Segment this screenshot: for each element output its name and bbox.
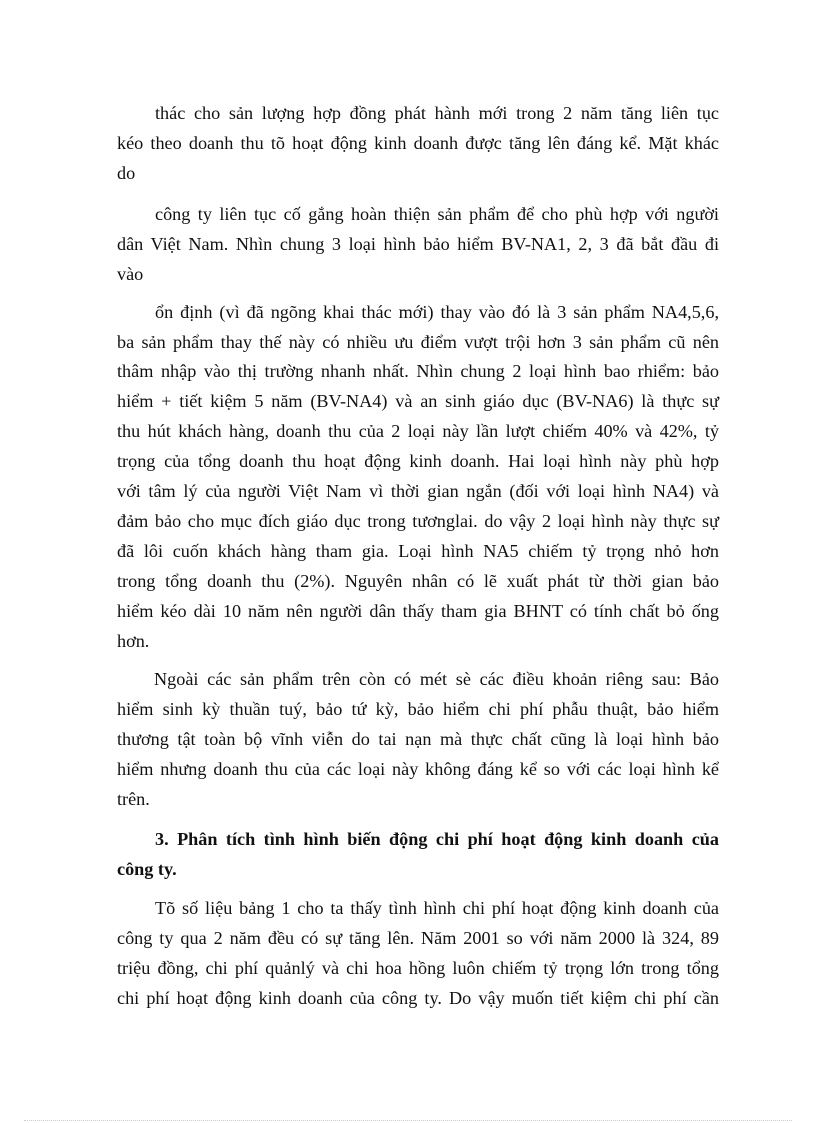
final-paragraph-line-2: công ty qua 2 năm đều có sự tăng lên. Năm 2001 so với năm 2000 là 324, 89 <box>117 928 719 948</box>
paragraph-4-line-1: Ngoài các sản phẩm trên còn có mét sè các điều khoản riêng sau: Bảo <box>154 669 719 689</box>
paragraph-3-line-9: đã lôi cuốn khách hàng tham gia. Loại hình NA5 chiếm tỷ trọng nhỏ hơn <box>117 541 719 561</box>
paragraph-3-line-1: ổn định (vì đã ngõng khai thác mới) thay vào đó là 3 sản phẩm NA4,5,6, <box>155 302 719 322</box>
paragraph-1-line-3: do <box>117 163 136 183</box>
final-paragraph-line-4: chi phí hoạt động kinh doanh của công ty. Do vậy muốn tiết kiệm chi phí cần <box>117 988 719 1008</box>
paragraph-3-line-12: hơn. <box>117 631 150 651</box>
paragraph-4-line-3: thương tật toàn bộ vĩnh viễn do tai nạn mà thực chất cũng là loại hình bảo <box>117 729 719 749</box>
paragraph-4-line-2: hiểm sinh kỳ thuần tuý, bảo tứ kỳ, bảo hiểm chi phí phẫu thuật, bảo hiểm <box>117 699 719 719</box>
paragraph-2-line-1: công ty liên tục cố gắng hoàn thiện sản phẩm để cho phù hợp với người <box>155 204 719 224</box>
paragraph-4-line-5: trên. <box>117 789 150 809</box>
paragraph-3-line-6: trọng của tổng doanh thu hoạt động kinh doanh. Hai loại hình này phù hợp <box>117 451 719 471</box>
paragraph-3-line-8: đảm bảo cho mục đích giáo dục trong tươnglai. do vậy 2 loại hình này thực sự <box>117 511 719 531</box>
final-paragraph-line-3: triệu đồng, chi phí quảnlý và chi hoa hồng luôn chiếm tỷ trọng lớn trong tổng <box>117 958 719 978</box>
paragraph-3-line-2: ba sản phẩm thay thế này có nhiều ưu điểm vượt trội hơn 3 sản phẩm cũ nên <box>117 332 719 352</box>
page-bottom-rule <box>24 1120 792 1121</box>
paragraph-4-line-4: hiểm nhưng doanh thu của các loại này không đáng kể so với các loại hình kể <box>117 759 719 779</box>
paragraph-3-line-5: thu hút khách hàng, doanh thu của 2 loại này lần lượt chiếm 40% và 42%, tỷ <box>117 421 719 441</box>
section-heading-line-1: 3. Phân tích tình hình biến động chi phí hoạt động kinh doanh của <box>155 829 719 849</box>
paragraph-2-line-3: vào <box>117 264 144 284</box>
final-paragraph-line-1: Tõ số liệu bảng 1 cho ta thấy tình hình chi phí hoạt động kinh doanh của <box>155 898 719 918</box>
paragraph-3-line-11: hiểm kéo dài 10 năm nên người dân thấy tham gia BHNT có tính chất bỏ ống <box>117 601 719 621</box>
paragraph-3-line-4: hiểm + tiết kiệm 5 năm (BV-NA4) và an sinh giáo dục (BV-NA6) là thực sự <box>117 391 719 411</box>
paragraph-1-line-1: thác cho sản lượng hợp đồng phát hành mới trong 2 năm tăng liên tục <box>155 103 719 123</box>
paragraph-3-line-3: thâm nhập vào thị trường nhanh nhất. Nhìn chung 2 loại hình bao rhiểm: bảo <box>117 361 719 381</box>
paragraph-1-line-2: kéo theo doanh thu tõ hoạt động kinh doanh được tăng lên đáng kể. Mặt khác <box>117 133 719 153</box>
paragraph-3-line-7: với tâm lý của người Việt Nam vì thời gian ngắn (đối với loại hình NA4) và <box>117 481 719 501</box>
paragraph-2-line-2: dân Việt Nam. Nhìn chung 3 loại hình bảo hiểm BV-NA1, 2, 3 đã bắt đầu đi <box>117 234 719 254</box>
section-heading-line-2: công ty. <box>117 859 177 879</box>
paragraph-3-line-10: trong tổng doanh thu (2%). Nguyên nhân có lẽ xuất phát từ thời gian bảo <box>117 571 719 591</box>
